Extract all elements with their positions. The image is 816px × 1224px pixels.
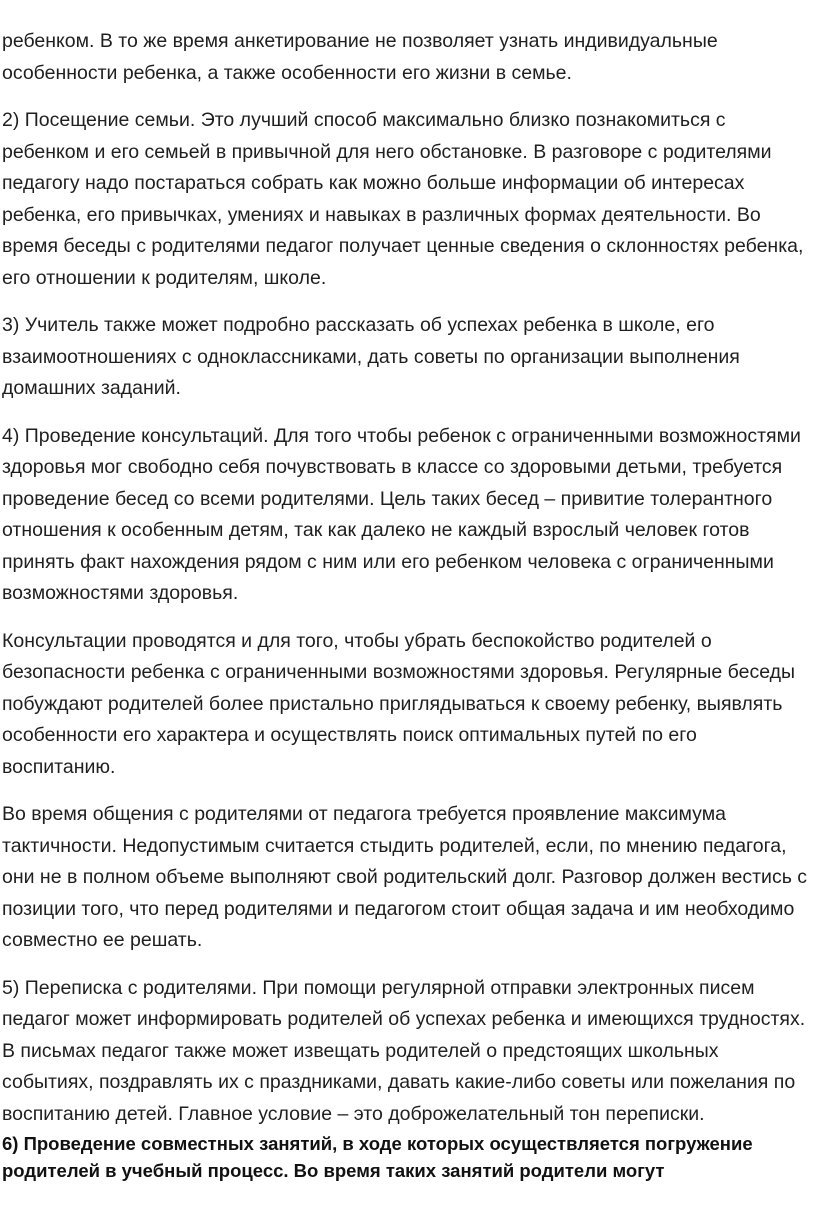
paragraph-consultations-safety: Консультации проводятся и для того, чтобы убрать беспокойство родителей о безопасности ребенка с ограниченными возможностями здоровья. Регулярные беседы побуждают родителей более пристально приглядываться к своему ребенку, выявлять особенности его характера и осуществлять поиск оптимальных путей по его воспитанию.: [2, 629, 796, 778]
paragraph-correspondence: 5) Переписка с родителями. При помощи регулярной отправки электронных писем педагог может информировать родителей об успехах ребенка и имеющихся трудностях. В письмах педагог также может извещать родителей о предстоящих школьных событиях, поздравлять их с праздниками, давать какие-либо советы или пожелания по воспитанию детей. Главное условие – это доброжелательный тон переписки.: [2, 976, 806, 1125]
paragraph-tactfulness: Во время общения с родителями от педагога требуется проявление максимума тактичности. Недопустимым считается стыдить родителей, если, по мнению педагога, они не в полном объеме выполняют свой родительский долг. Разговор должен вестись с позиции того, что перед родителями и педагогом стоит общая задача и им необходимо совместно ее решать.: [2, 803, 808, 951]
paragraph-questionnaire-limits: ребенком. В то же время анкетирование не позволяет узнать индивидуальные особенности ребенка, а также особенности его жизни в семье.: [2, 30, 718, 84]
paragraph-family-visit: 2) Посещение семьи. Это лучший способ максимально близко познакомиться с ребенком и его семьей в привычной для него обстановке. В разговоре с родителями педагогу надо постараться собрать как можно больше информации об интересах ребенка, его привычках, умениях и навыках в различных формах деятельности. Во время беседы с родителями педагог получает ценные сведения о склонностях ребенка, его отношении к родителям, школе.: [2, 109, 804, 289]
paragraph-teacher-report: 3) Учитель также может подробно рассказать об успехах ребенка в школе, его взаимоотношениях с одноклассниками, дать советы по организации выполнения домашних заданий.: [2, 314, 740, 399]
paragraph-consultations: 4) Проведение консультаций. Для того чтобы ребенок с ограниченными возможностями здоровья мог свободно себя почувствовать в классе со здоровыми детьми, требуется проведение бесед со всеми родителями. Цель таких бесед – привитие толерантного отношения к особенным детям, так как далеко не каждый взрослый человек готов принять факт нахождения рядом с ним или его ребенком человека с ограниченными возможностями здоровья.: [2, 424, 801, 604]
paragraph-joint-lessons: 6) Проведение совместных занятий, в ходе которых осуществляется погружение родителей в учебный процесс. Во время таких занятий родители могут: [2, 1133, 753, 1181]
